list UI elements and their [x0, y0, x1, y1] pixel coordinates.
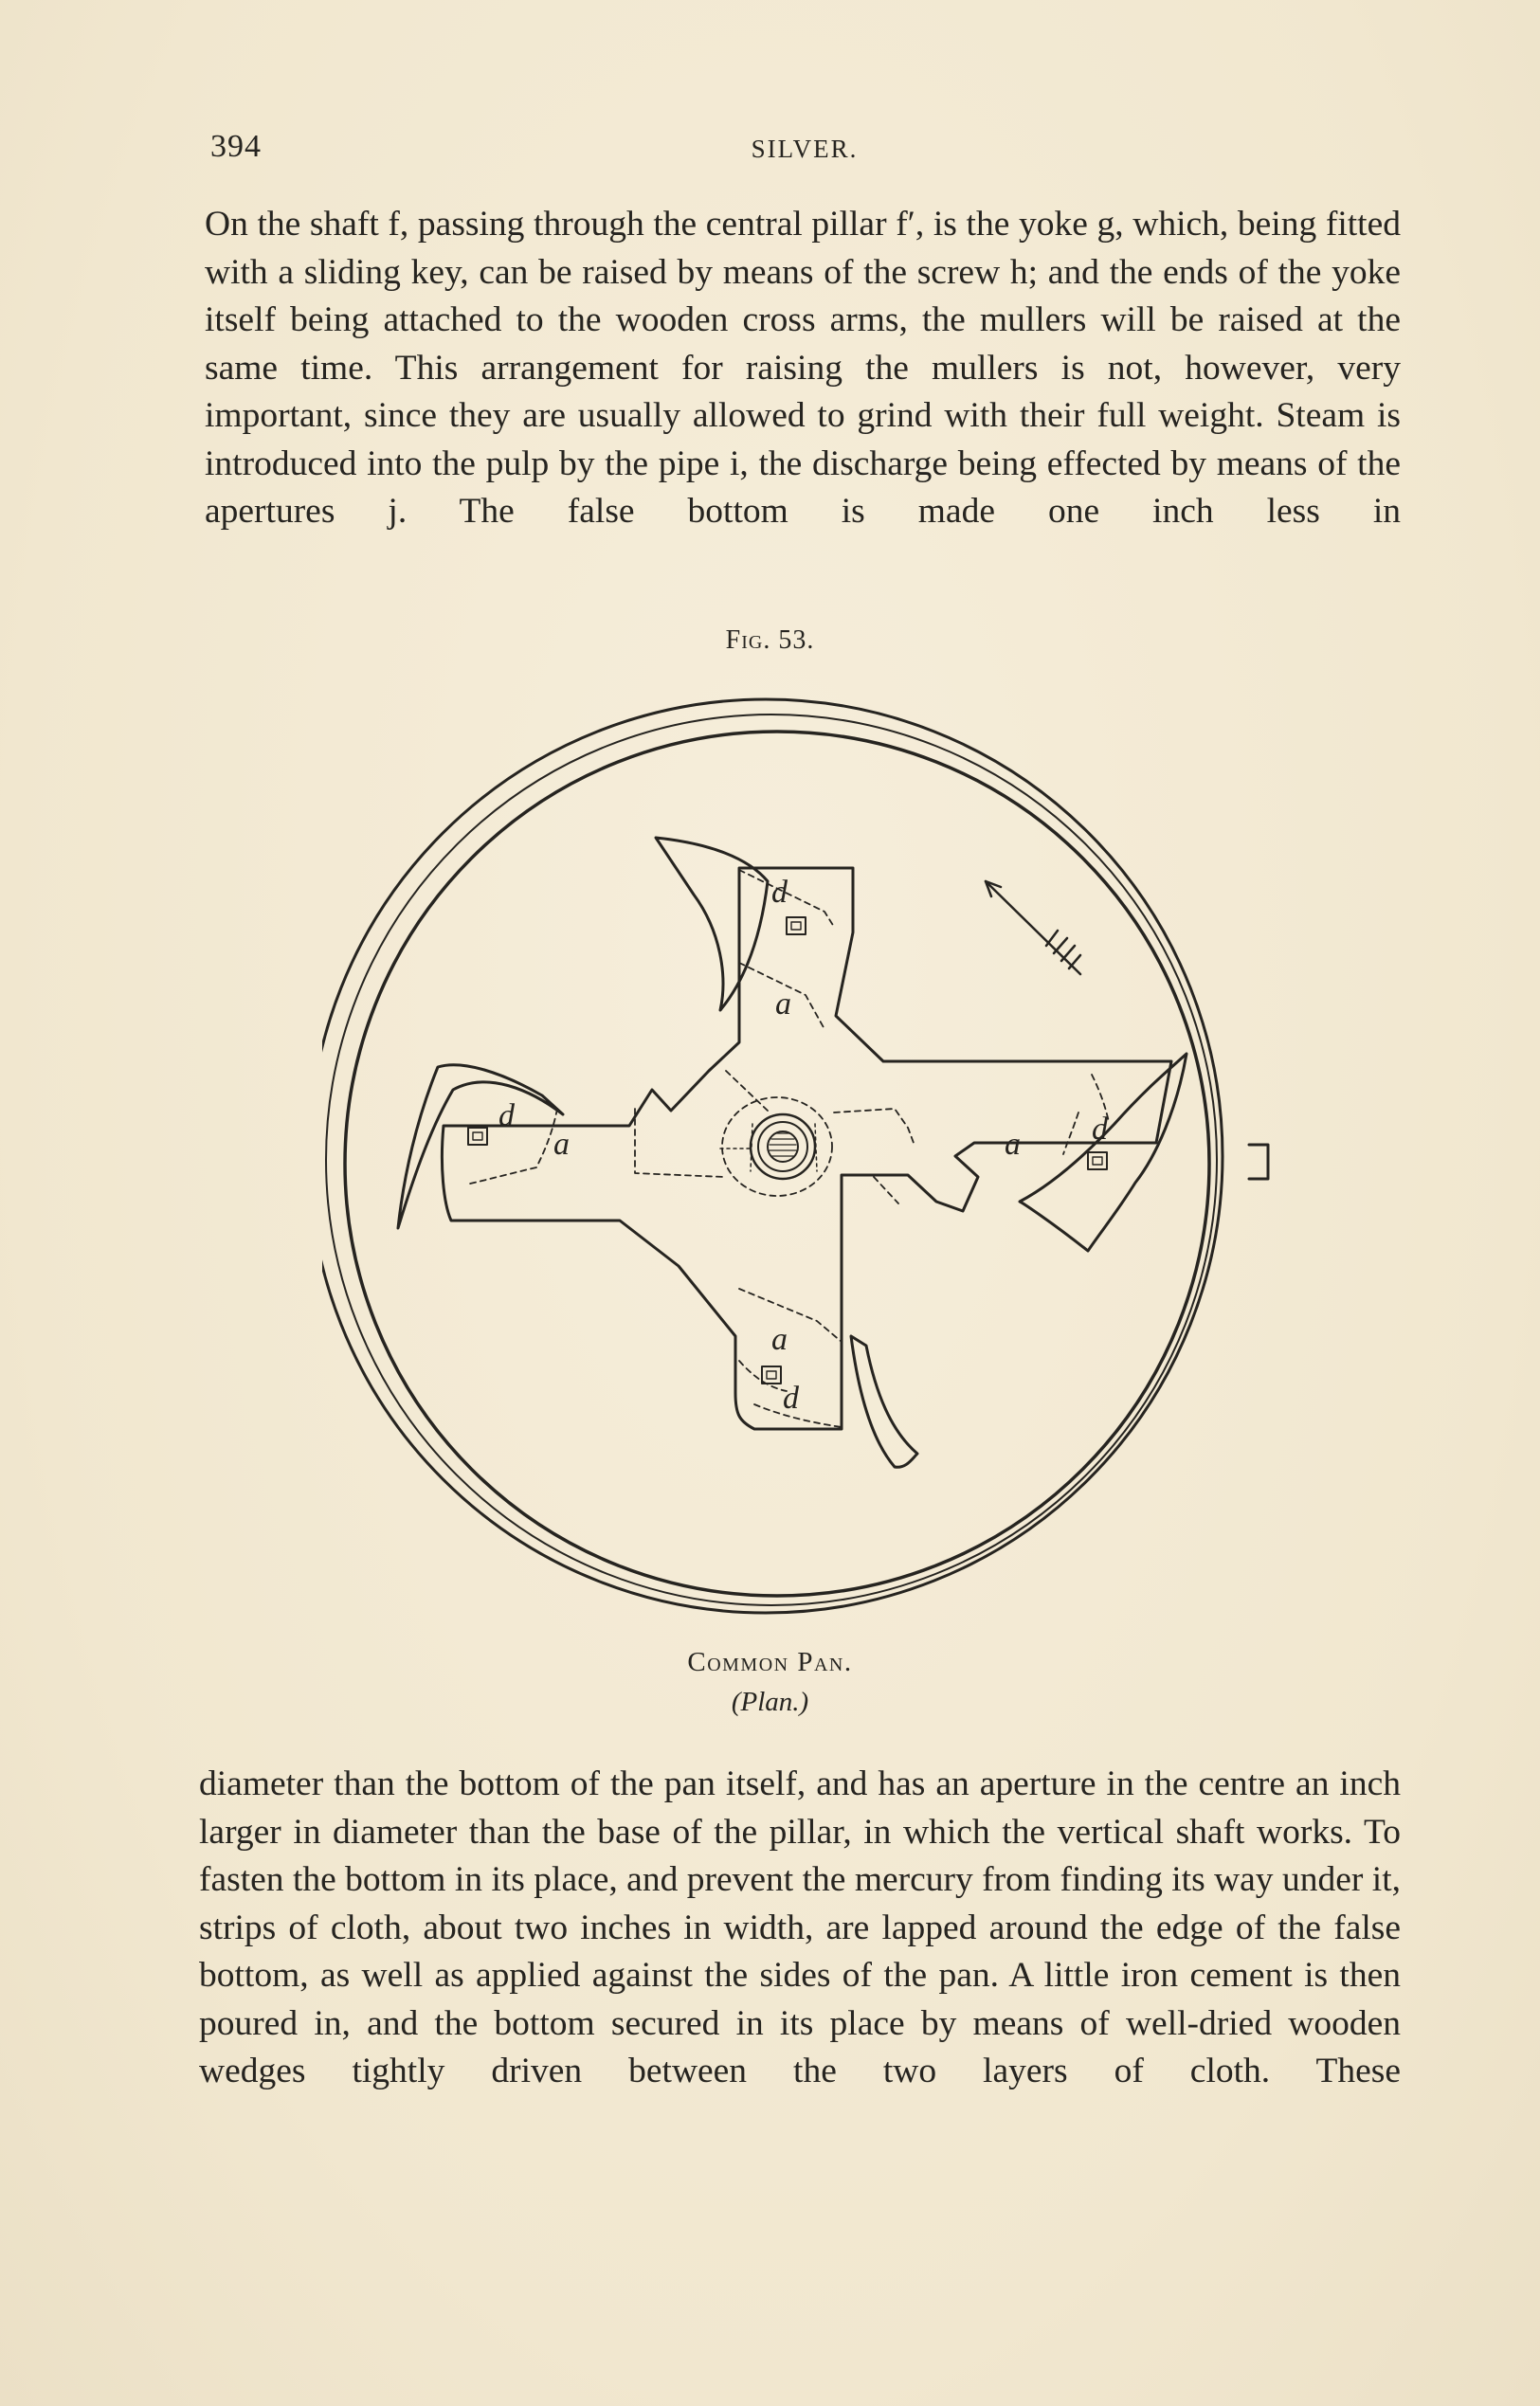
page-number: 394 [210, 129, 262, 164]
running-head [210, 129, 1399, 171]
paragraph-bottom: diameter than the bottom of the pan itself, and has an aperture in the centre an inch larger in diameter than the base of the pillar, in which the vertical shaft works. To fasten the bottom in its place, and prevent the mercury from finding its way under it, strips of cloth, about two inches in width, are lapped around the edge of the false bottom, as well as applied against the sides of the pan. A little iron cement is then poured in, and the bottom secured in its place by means of well-dried wooden wedges tightly driven between the two layers of cloth. These [199, 1764, 1401, 2090]
label-d-bottom: d [783, 1381, 799, 1416]
figure-label: Fig. 53. [725, 625, 815, 655]
pillar-ring-mid [758, 1122, 807, 1171]
pillar-ring-inner [768, 1131, 798, 1162]
figure-subcaption: (Plan.) [731, 1687, 809, 1717]
pillar-ring-outer [751, 1114, 815, 1179]
running-title: SILVER. [751, 135, 859, 163]
label-a-top: a [775, 986, 791, 1022]
muller-blade-left [398, 1065, 563, 1228]
pan-inner-rim [345, 732, 1209, 1596]
plug-right [1088, 1152, 1107, 1169]
pan-plan-figure [322, 692, 1289, 1620]
pan-middle-rim [326, 715, 1217, 1605]
paragraph-top: On the shaft f, passing through the central pillar f′, is the yoke g, which, being fitted with a sliding key, can be raised by means of the screw h; and the ends of the yoke itself being attached to the wooden cross arms, the mullers will be raised at the same time. This arrangement for raising the mullers is not, however, very important, since they are usually allowed to grind with their full weight. Steam is introduced into the pulp by the pipe i, the discharge being effected by means of the apertures j. The false bottom is made one inch less in [205, 205, 1401, 531]
rotation-arrow [986, 881, 1080, 974]
plug-bottom [762, 1366, 781, 1384]
figure-caption: Common Pan. [687, 1647, 853, 1677]
plug-top [787, 917, 806, 934]
plug-left [468, 1128, 487, 1145]
muller-blade-bottom [851, 1336, 917, 1467]
muller-blade-top [656, 838, 768, 1010]
label-d-left: d [498, 1098, 515, 1133]
label-d-right: d [1092, 1112, 1108, 1147]
label-a-bottom: a [771, 1322, 788, 1357]
rim-lug [1249, 1145, 1268, 1179]
boss-outline [635, 1071, 914, 1203]
label-a-right: a [1005, 1127, 1021, 1162]
label-a-left: a [553, 1127, 570, 1162]
label-d-top: d [771, 875, 788, 910]
pan-plan-drawing [322, 692, 1289, 1620]
